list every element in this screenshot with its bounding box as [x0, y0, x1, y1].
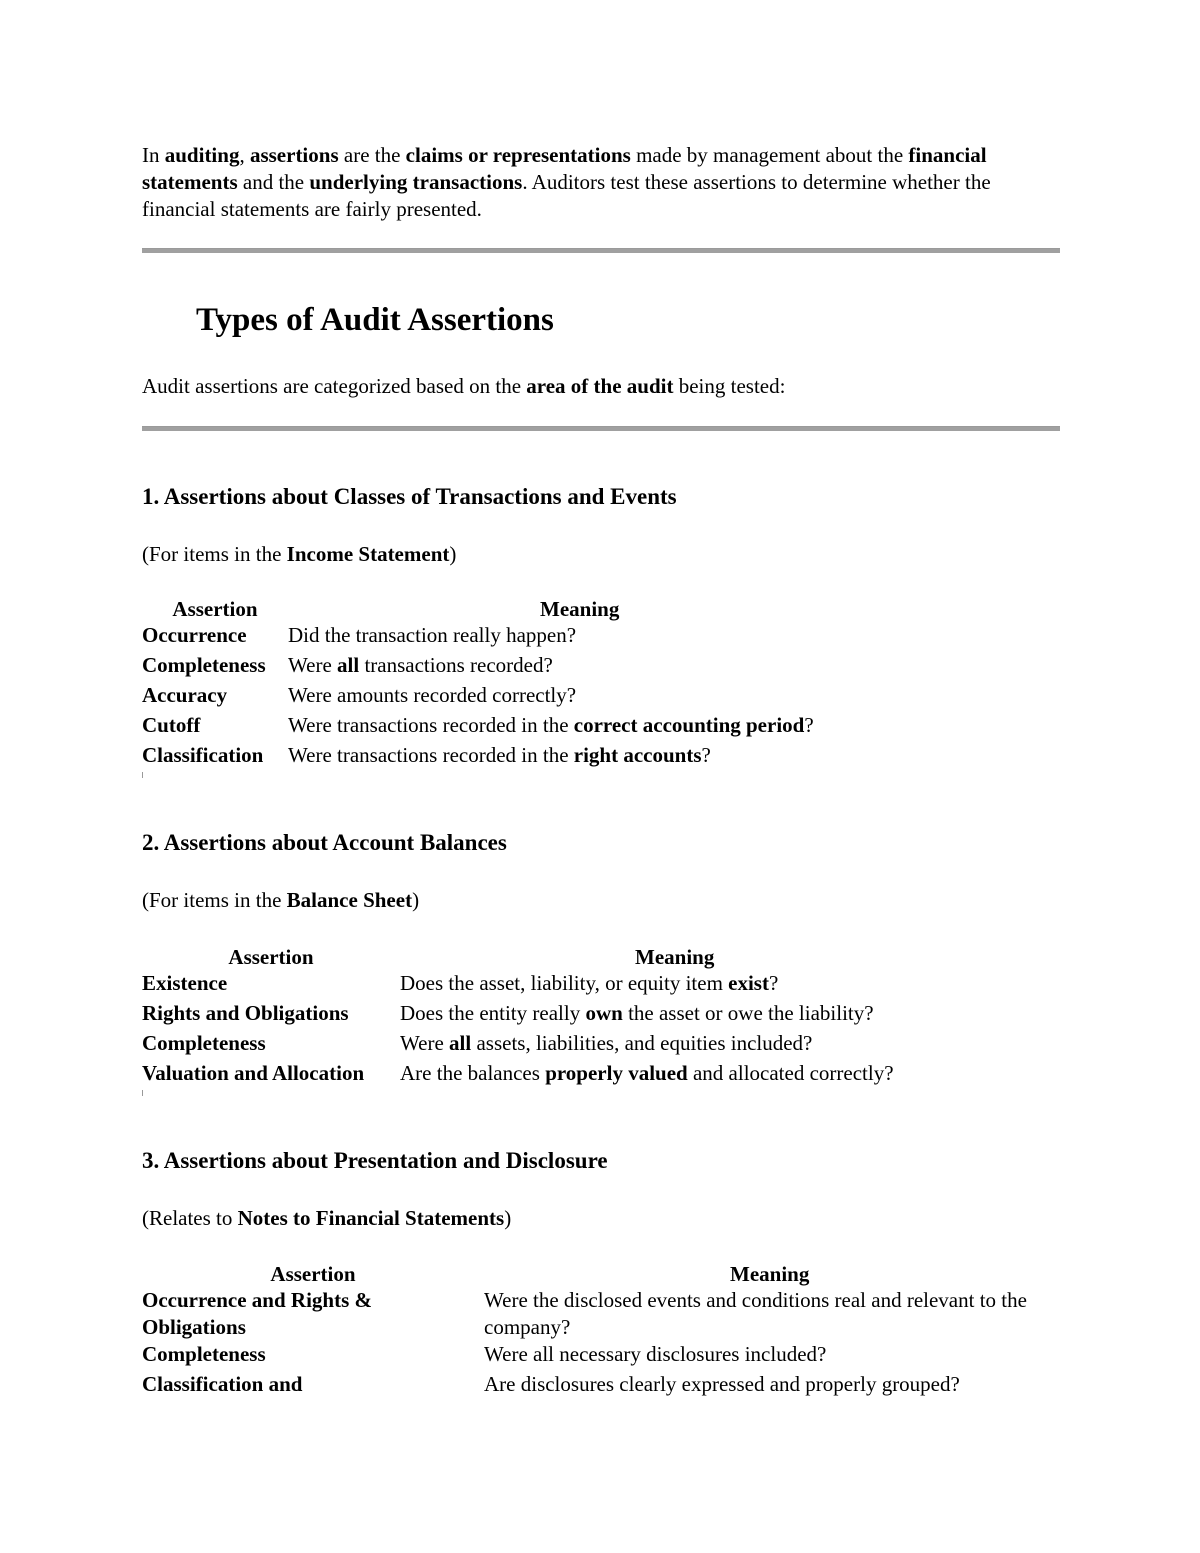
meaning-text: Did the transaction really happen? [288, 623, 577, 647]
meaning-bold: all [449, 1031, 472, 1055]
meaning-cell [400, 1030, 1040, 1060]
assertion-cell: Occurrence [142, 623, 247, 647]
meaning-text: Were transactions recorded in the [288, 713, 574, 737]
note-text: (For items in the [142, 542, 287, 566]
meaning-cell [288, 652, 1028, 682]
table-row [142, 1287, 1060, 1341]
meaning-cell [288, 742, 1028, 772]
assertion-cell: Existence [142, 971, 228, 995]
table-row [142, 1341, 1060, 1371]
meaning-cell [288, 712, 1028, 742]
note-text: ) [504, 1206, 512, 1230]
intro-bold-term: financial statements [142, 143, 987, 194]
meaning-text: Were [400, 1031, 450, 1055]
table-row [142, 1371, 1060, 1401]
section-heading: 2. Assertions about Account Balances [142, 830, 507, 855]
meaning-text: transactions recorded? [359, 653, 553, 677]
meaning-bold: all [337, 653, 360, 677]
assertion-cell: Classification and [142, 1372, 303, 1396]
table-end-mark [142, 1090, 143, 1096]
meaning-bold: right accounts [573, 743, 702, 767]
intro-bold-term: auditing [164, 143, 240, 167]
meaning-text: Were the disclosed events and conditions real and relevant to the company? [484, 1288, 1027, 1339]
table-row [142, 970, 1040, 1000]
note-bold: Income Statement [286, 542, 450, 566]
section-heading: 3. Assertions about Presentation and Disclosure [142, 1148, 608, 1173]
section-heading: 1. Assertions about Classes of Transactions and Events [142, 484, 677, 509]
meaning-cell [400, 970, 1040, 1000]
table-header-row [142, 1257, 1060, 1287]
intro-bold-term: assertions [249, 143, 339, 167]
column-header-assertion: Assertion [172, 597, 258, 621]
intro-paragraph [142, 142, 1022, 223]
intro-text: , [239, 143, 250, 167]
table-row [142, 1000, 1040, 1030]
meaning-bold: properly valued [545, 1061, 688, 1085]
column-header-meaning: Meaning [730, 1262, 810, 1286]
meaning-bold: correct accounting period [573, 713, 805, 737]
meaning-text: Does the asset, liability, or equity item [400, 971, 729, 995]
meaning-text: Are disclosures clearly expressed and properly grouped? [484, 1372, 960, 1396]
assertions-table [142, 940, 1040, 1090]
assertions-table [142, 592, 1028, 772]
column-header-assertion: Assertion [228, 945, 314, 969]
note-text: (Relates to [142, 1206, 238, 1230]
table-header-row [142, 940, 1040, 970]
assertion-cell: Completeness [142, 1342, 266, 1366]
meaning-text: Were all necessary disclosures included? [484, 1342, 827, 1366]
table-row [142, 652, 1028, 682]
assertion-cell: Classification [142, 743, 264, 767]
note-text: (For items in the [142, 888, 287, 912]
section-note [142, 1206, 511, 1231]
meaning-text: ? [768, 971, 779, 995]
assertion-cell: Completeness [142, 653, 266, 677]
subtitle-text: being tested: [673, 374, 786, 398]
table-row [142, 1060, 1040, 1090]
meaning-cell [484, 1341, 1060, 1371]
table-end-mark [142, 772, 143, 778]
meaning-text: Were [288, 653, 338, 677]
intro-text: are the [338, 143, 406, 167]
page-title: Types of Audit Assertions [196, 302, 554, 338]
assertion-cell: Cutoff [142, 713, 201, 737]
intro-text: In [142, 143, 165, 167]
table-header-row [142, 592, 1028, 622]
meaning-text: Were amounts recorded correctly? [288, 683, 577, 707]
intro-bold-term: claims or representations [405, 143, 631, 167]
horizontal-rule [142, 248, 1060, 253]
meaning-cell [484, 1287, 1060, 1341]
meaning-text: assets, liabilities, and equities included? [471, 1031, 813, 1055]
meaning-text: ? [804, 713, 814, 737]
meaning-bold: own [585, 1001, 623, 1025]
assertion-cell: Completeness [142, 1031, 266, 1055]
meaning-text: Were transactions recorded in the [288, 743, 574, 767]
intro-bold-term: underlying transactions [309, 170, 523, 194]
table-row [142, 1030, 1040, 1060]
table-row [142, 622, 1028, 652]
meaning-text: the asset or owe the liability? [622, 1001, 874, 1025]
meaning-bold: exist [728, 971, 769, 995]
meaning-cell [484, 1371, 1060, 1401]
note-bold: Notes to Financial Statements [237, 1206, 505, 1230]
meaning-text: ? [701, 743, 711, 767]
intro-text: . Auditors test these assertions to determine whether the financial statements are fairly presented. [142, 170, 991, 221]
column-header-meaning: Meaning [635, 945, 715, 969]
meaning-text: Are the balances [400, 1061, 546, 1085]
subtitle-text: Audit assertions are categorized based on the [142, 374, 527, 398]
section-note [142, 888, 419, 913]
table-row [142, 682, 1028, 712]
column-header-meaning: Meaning [540, 597, 620, 621]
subtitle-bold: area of the audit [526, 374, 674, 398]
note-text: ) [449, 542, 457, 566]
assertions-table [142, 1257, 1060, 1401]
note-bold: Balance Sheet [286, 888, 413, 912]
meaning-cell [400, 1060, 1040, 1090]
horizontal-rule [142, 426, 1060, 431]
assertion-cell: Rights and Obligations [142, 1001, 349, 1025]
column-header-assertion: Assertion [270, 1262, 356, 1286]
table-row [142, 742, 1028, 772]
note-text: ) [412, 888, 420, 912]
intro-text: and the [237, 170, 310, 194]
intro-text: made by management about the [630, 143, 909, 167]
assertion-cell: Accuracy [142, 683, 228, 707]
section-note [142, 542, 456, 567]
assertion-cell: Occurrence and Rights & Obligations [142, 1288, 373, 1339]
meaning-cell [400, 1000, 1040, 1030]
meaning-cell [288, 682, 1028, 712]
meaning-cell [288, 622, 1028, 652]
assertion-cell: Valuation and Allocation [142, 1061, 365, 1085]
meaning-text: Does the entity really [400, 1001, 586, 1025]
table-row [142, 712, 1028, 742]
meaning-text: and allocated correctly? [687, 1061, 894, 1085]
page-subtitle [142, 374, 785, 399]
